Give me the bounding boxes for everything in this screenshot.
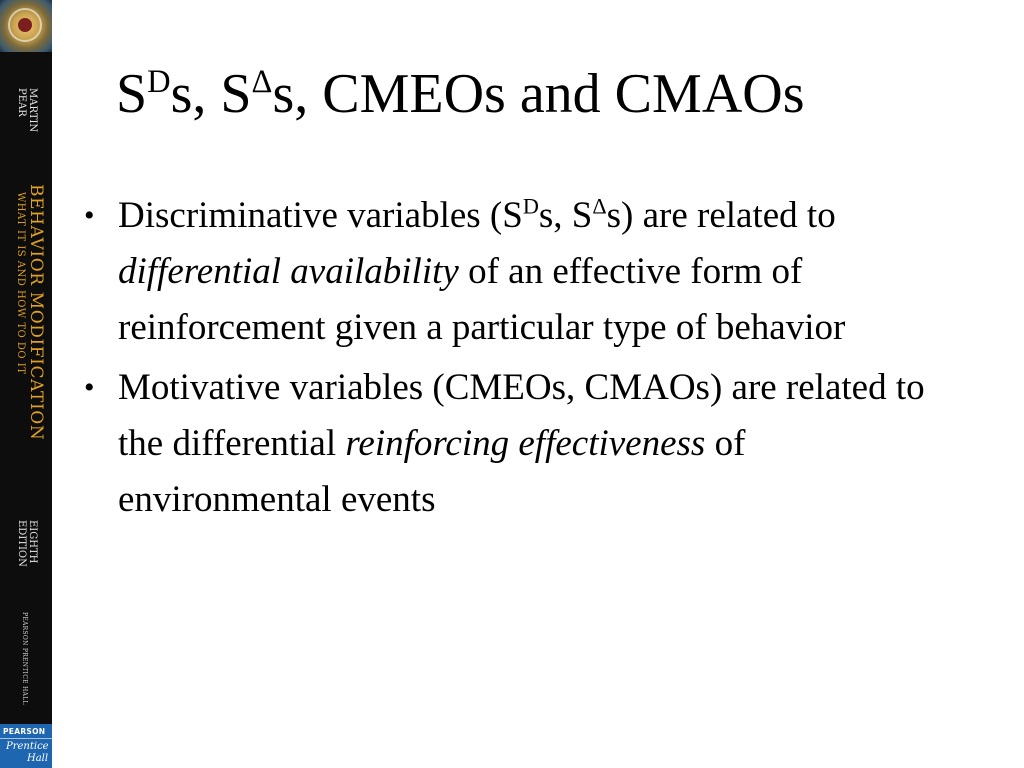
bullet-2-text-b: of environmental events bbox=[118, 423, 746, 520]
bullet-2-text-a: Motivative variables (CMEOs, CMAOs) are related to the differential bbox=[118, 367, 925, 464]
bullet-1-text-a: Discriminative variables (S bbox=[118, 195, 523, 236]
bullet-1-text-b: s, S bbox=[538, 195, 593, 236]
logo-imprint-line-1: Prentice bbox=[6, 741, 49, 752]
spine-publisher: PEARSON PRENTICE HALL bbox=[21, 612, 28, 705]
bullet-2-emphasis: reinforcing effectiveness bbox=[345, 423, 706, 464]
logo-brand: PEARSON bbox=[3, 727, 46, 736]
spine-edition-line-1: EIGHTH bbox=[27, 520, 38, 564]
pearson-logo bbox=[0, 724, 52, 768]
spine-book-subtitle: WHAT IT IS AND HOW TO DO IT bbox=[15, 192, 26, 375]
title-part-2: s, S bbox=[170, 63, 252, 125]
bullet-1-text-d: of an effective form of reinforcement given a particular type of behavior bbox=[118, 251, 846, 348]
spine-authors bbox=[16, 88, 38, 132]
spine-author-1: MARTIN bbox=[27, 88, 38, 133]
title-superscript-delta: Δ bbox=[251, 63, 273, 100]
cover-art-center bbox=[18, 18, 32, 32]
title-superscript-d: D bbox=[147, 63, 171, 100]
bullet-list bbox=[84, 188, 944, 532]
bullet-1-emphasis: differential availability bbox=[118, 251, 459, 292]
bullet-1-text-c: s) are related to bbox=[606, 195, 836, 236]
bullet-item-motivative bbox=[84, 360, 944, 528]
bullet-1-superscript-d: D bbox=[522, 193, 539, 219]
bullet-1-superscript-delta: Δ bbox=[592, 193, 607, 219]
title-part-1: S bbox=[116, 63, 148, 125]
title-part-3: s, CMEOs and CMAOs bbox=[272, 63, 805, 125]
spine-book-title: BEHAVIOR MODIFICATION bbox=[26, 184, 46, 441]
spine-edition bbox=[16, 520, 38, 567]
slide-title bbox=[116, 62, 805, 126]
book-cover-thumbnail bbox=[0, 0, 52, 52]
book-spine-sidebar bbox=[0, 0, 52, 768]
bullet-item-discriminative bbox=[84, 188, 944, 356]
logo-imprint-line-2: Hall bbox=[27, 753, 49, 764]
bullet-dot-icon: • bbox=[84, 371, 95, 404]
spine-edition-line-2: EDITION bbox=[16, 520, 27, 567]
spine-author-2: PEAR bbox=[16, 88, 27, 117]
bullet-dot-icon: • bbox=[84, 199, 95, 232]
logo-divider bbox=[0, 738, 52, 739]
